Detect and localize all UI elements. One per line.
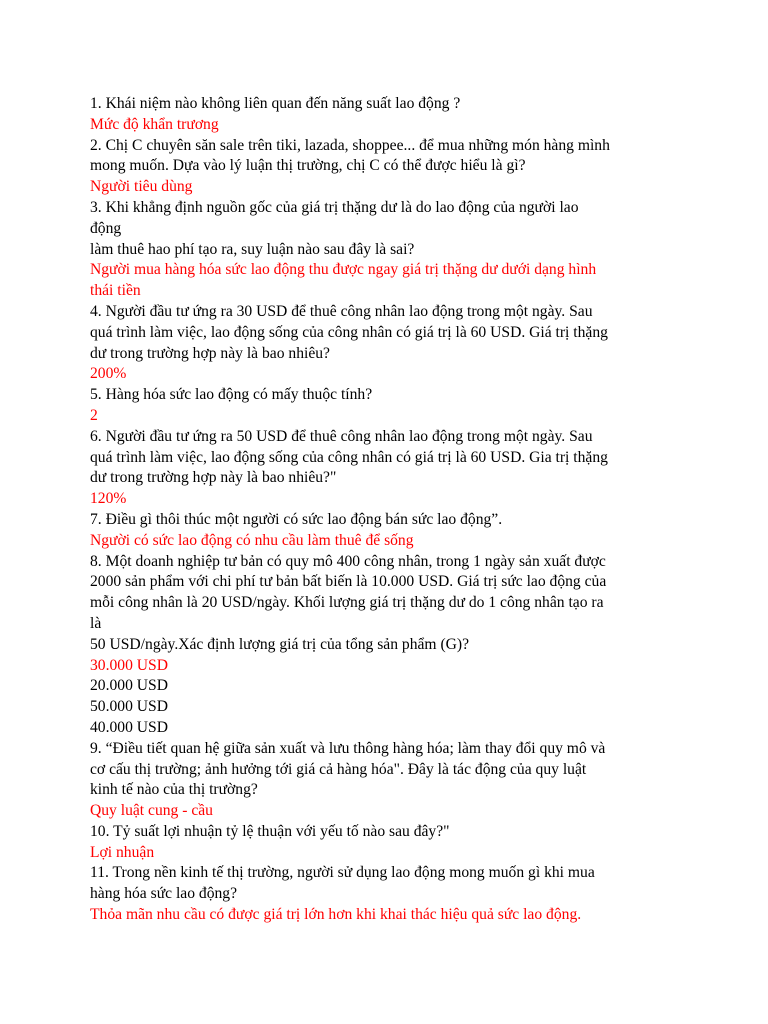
question-1-line-1: 1. Khái niệm nào không liên quan đến năng suất lao động ? (90, 95, 461, 112)
question-8-line-5: 50 USD/ngày.Xác định lượng giá trị của tổng sản phẩm (G)? (90, 635, 470, 653)
answer-6: 120% (90, 490, 127, 508)
question-11-line-1: 11. Trong nền kinh tế thị trường, người sử dụng lao động mong muốn gì khi mua (90, 864, 595, 882)
question-3-line-3: làm thuê hao phí tạo ra, suy luận nào sau đây là sai? (90, 240, 415, 258)
question-6-line-2: quá trình làm việc, lao động sống của công nhân có giá trị là 60 USD. Gia trị thặng (90, 448, 608, 466)
answer-8-option: 20.000 USD (90, 677, 168, 695)
answer-11: Thỏa mãn nhu cầu có được giá trị lớn hơn khi khai thác hiệu quả sức lao động. (90, 906, 582, 924)
answer-10: Lợi nhuận (90, 843, 155, 861)
answer-9: Quy luật cung - cầu (90, 802, 213, 820)
question-8-line-4: là (90, 614, 102, 632)
answer-1: Mức độ khẩn trương (90, 115, 219, 133)
answer-4: 200% (90, 365, 127, 383)
question-8-line-2: 2000 sản phẩm với chi phí tư bản bất biến là 10.000 USD. Giá trị sức lao động của (90, 573, 607, 591)
question-8-line-3: mỗi công nhân là 20 USD/ngày. Khối lượng giá trị thặng dư do 1 công nhân tạo ra (90, 594, 604, 612)
answer-2: Người tiêu dùng (90, 178, 193, 196)
question-9-line-2: cơ cấu thị trường; ảnh hưởng tới giá cả hàng hóa". Đây là tác động của quy luật (90, 760, 587, 778)
question-11-line-2: hàng hóa sức lao động? (90, 885, 238, 903)
answer-3-line-2: thái tiền (90, 282, 141, 300)
question-10: 10. Tỷ suất lợi nhuận tỷ lệ thuận với yếu tố nào sau đây?" (90, 822, 450, 840)
answer-8-correct-option: 30.000 USD (90, 656, 168, 674)
question-6-line-1: 6. Người đầu tư ứng ra 50 USD để thuê công nhân lao động trong một ngày. Sau (90, 427, 593, 445)
question-4-line-3: dư trong trường hợp này là bao nhiêu? (90, 344, 330, 362)
document-page (90, 94, 680, 926)
question-2-line-2: mong muốn. Dựa vào lý luận thị trường, chị C có thể được hiểu là gì? (90, 157, 526, 175)
question-9-line-1: 9. “Điều tiết quan hệ giữa sản xuất và lưu thông hàng hóa; làm thay đổi quy mô và (90, 739, 606, 757)
answer-8-option: 40.000 USD (90, 718, 168, 736)
answer-7: Người có sức lao động có nhu cầu làm thuê để sống (90, 531, 414, 549)
question-6-line-3: dư trong trường hợp này là bao nhiêu?" (90, 469, 337, 487)
question-3-line-1: 3. Khi khẳng định nguồn gốc của giá trị thặng dư là do lao động của người lao (90, 198, 579, 216)
question-3-line-2: động (90, 219, 122, 237)
question-5: 5. Hàng hóa sức lao động có mấy thuộc tính? (90, 386, 373, 404)
question-8-line-1: 8. Một doanh nghiệp tư bản có quy mô 400 công nhân, trong 1 ngày sản xuất được (90, 552, 606, 570)
question-4-line-2: quá trình làm việc, lao động sống của công nhân có giá trị là 60 USD. Giá trị thặng (90, 323, 608, 341)
answer-8-option: 50.000 USD (90, 698, 168, 716)
question-4-line-1: 4. Người đầu tư ứng ra 30 USD để thuê công nhân lao động trong một ngày. Sau (90, 302, 593, 320)
question-9-line-3: kinh tế nào của thị trường? (90, 781, 258, 799)
question-7: 7. Điều gì thôi thúc một người có sức lao động bán sức lao động”. (90, 510, 503, 528)
answer-3-line-1: Người mua hàng hóa sức lao động thu được ngay giá trị thặng dư dưới dạng hình (90, 261, 597, 279)
question-2-line-1: 2. Chị C chuyên săn sale trên tiki, lazada, shoppee... để mua những món hàng mình (90, 136, 610, 154)
answer-5: 2 (90, 406, 98, 424)
